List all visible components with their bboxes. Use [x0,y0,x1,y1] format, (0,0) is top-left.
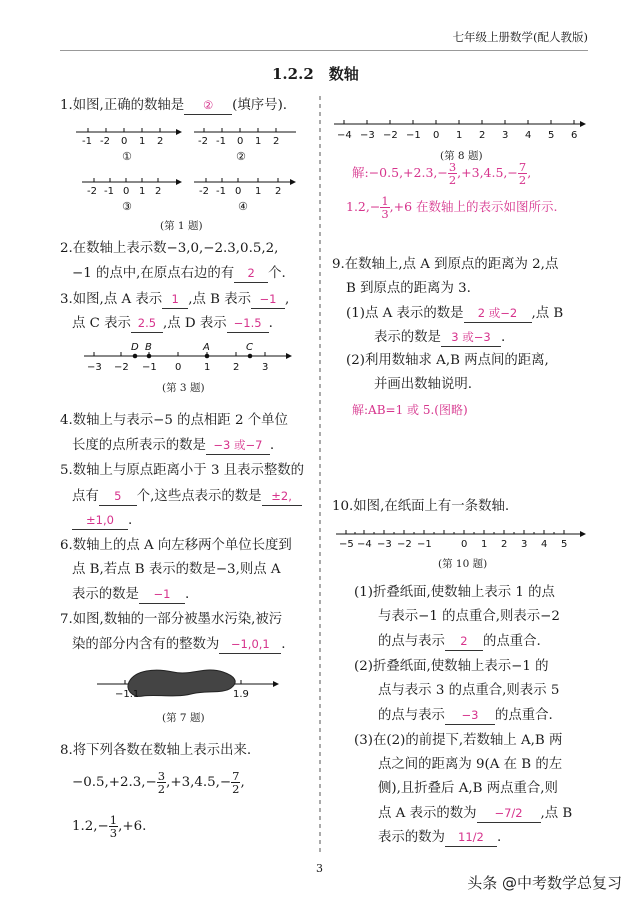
header-rule [60,50,588,51]
q8-tick: 3 [502,130,509,141]
q9-part2b: 并画出数轴说明. [374,377,472,392]
q1-axis2-tick: -1 [216,136,226,147]
q9-line1: 9.在数轴上,点 A 到原点的距离为 2,点 [332,257,559,272]
q1-axis1-tick: -1 [82,136,92,147]
q1-axis2-tick: 1 [255,136,262,147]
q3-point-B: B [145,342,152,353]
q1-axis3-tick: 0 [123,186,130,197]
q3-answer-c: 2.5 [131,314,163,333]
q3-tick: −2 [114,362,129,373]
q10-part3e: 表示的数为 11/2 . [378,830,502,845]
q1-axis1-tick: -2 [100,136,110,147]
q10-tick: 3 [521,539,528,550]
q8-tick: −3 [360,130,375,141]
q8-numbers-1: −0.5,+2.3,− $\frac{3}{2}$ ,+3,4.5,− $\frac{7}{2}$ , [72,769,245,796]
q10-answer-2: −3 [445,706,495,725]
q1-caption: (第 1 题) [160,220,203,232]
q8-tick: 5 [548,130,555,141]
q2-line2: −1 的点中,在原点右边的有 2 个. [72,266,286,281]
q7-line2: 染的部分内含有的整数为 −1,0,1 . [72,637,286,652]
q8-tick: 4 [525,130,532,141]
q8-solution-2: 1.2,− $\frac{1}{3}$ ,+6 在数轴上的表示如图所示. [346,194,558,221]
q3-answer-d: −1.5 [227,314,269,333]
q10-tick: 2 [501,539,508,550]
q2-line1: 2.在数轴上表示数−3,0,−2.3,0.5,2, [60,241,279,256]
q3-tick: 2 [233,362,240,373]
q5-answer-count: 5 [99,487,137,506]
q3-point-D: D [131,342,139,353]
q8-tick: −4 [337,130,352,141]
q7-right-label: 1.9 [233,689,249,700]
q10-tick: −1 [417,539,432,550]
q7-left-label: −1.1 [115,689,140,700]
q1-axis3-tick: 1 [139,186,146,197]
q10-tick: 0 [461,539,468,550]
q10-part3d: 点 A 表示的数为 −7/2 ,点 B [378,806,573,821]
q1-axis1-tick: 1 [139,136,146,147]
source-watermark: 头条 @中考数学总复习 [467,874,622,892]
q6-line1: 6.数轴上的点 A 向左移两个单位长度到 [60,538,292,553]
q1-axis4-tick: -2 [199,186,209,197]
page-number: 3 [316,862,323,875]
q5-line1: 5.数轴上与原点距离小于 3 且表示整数的 [60,463,305,478]
q10-tick: −3 [377,539,392,550]
q3-point-C: C [246,342,253,353]
q3-line2: 点 C 表示 2.5 ,点 D 表示 −1.5 . [72,316,273,331]
q3-answer-b: −1 [251,290,285,309]
q9-part1b: 表示的数是 3 或−3 . [374,330,506,345]
q8-solution-1: 解:−0.5,+2.3,− $\frac{3}{2}$ ,+3,4.5,− $\frac{7}{2}$ , [352,160,532,187]
q6-line2: 点 B,若点 B 表示的数是−3,则点 A [72,562,281,577]
q9-line2: B 到原点的距离为 3. [346,281,471,296]
q10-line1: 10.如图,在纸面上有一条数轴. [332,499,510,514]
q8-numbers-2: 1.2,− $\frac{1}{3}$ ,+6. [72,813,147,840]
q2-answer: 2 [234,264,268,283]
q3-caption: (第 3 题) [162,382,205,394]
q10-tick: 5 [561,539,568,550]
q7-caption: (第 7 题) [162,712,205,724]
q1-axis4-tick: 0 [235,186,242,197]
q1-axis1-tick: 0 [121,136,128,147]
q10-tick: −2 [397,539,412,550]
q6-answer: −1 [139,585,185,604]
q3-line1: 3.如图,点 A 表示 1 ,点 B 表示 −1 , [60,292,290,307]
q9-part1a: (1)点 A 表示的数是 2 或−2 ,点 B [346,306,564,321]
q10-axis [334,524,592,556]
q1-axis4-tick: -1 [216,186,226,197]
q9-part2a: (2)利用数轴求 A,B 两点间的距离, [346,353,549,368]
q3-tick: −1 [142,362,157,373]
q10-tick: −5 [339,539,354,550]
q1-axis3-tick: -1 [104,186,114,197]
q10-tick: 1 [481,539,488,550]
q8-tick: 2 [479,130,486,141]
q10-part2b: 点与表示 3 的点重合,则表示 5 [378,683,560,698]
q9-answer-a: 2 或−2 [464,304,532,323]
q5-line3: ±1,0 . [72,511,132,530]
q3-tick: 1 [204,362,211,373]
q10-answer-3a: −7/2 [477,804,541,823]
q1-text: 1.如图,正确的数轴是 ② (填序号). [60,98,288,113]
q1-axis2-tick: 0 [237,136,244,147]
q1-axis1-tick: 2 [157,136,164,147]
q8-tick: 0 [433,130,440,141]
q4-line1: 4.数轴上与表示−5 的点相距 2 个单位 [60,413,288,428]
q10-answer-3b: 11/2 [445,828,497,847]
q1-axis2-tick: 2 [273,136,280,147]
q3-axis [82,340,297,376]
ink-blot [128,670,235,696]
q4-line2: 长度的点所表示的数是 −3 或−7 . [72,438,275,453]
q1-axis2-tick: -2 [198,136,208,147]
q1-label-3: ③ [122,200,132,213]
q3-tick: 0 [175,362,182,373]
q1-axis3-tick: 2 [155,186,162,197]
q10-caption: (第 10 题) [438,558,488,570]
q10-part2c: 的点与表示 −3 的点重合. [378,708,553,723]
q6-line3: 表示的数是 −1 . [72,587,190,602]
q4-answer: −3 或−7 [206,436,270,455]
q8-tick: −2 [383,130,398,141]
q10-tick: −4 [357,539,372,550]
q10-part1b: 与表示−1 的点重合,则表示−2 [378,609,560,624]
q9-solution: 解:AB=1 或 5.(图略) [352,403,468,417]
q7-answer: −1,0,1 [219,635,281,654]
q8-tick: 6 [571,130,578,141]
q7-line1: 7.如图,数轴的一部分被墨水污染,被污 [60,612,283,627]
q8-tick: 1 [456,130,463,141]
q3-tick: −3 [87,362,102,373]
q10-answer-1: 2 [445,632,483,651]
q1-axis4-tick: 1 [255,186,262,197]
q3-point-A: A [203,342,210,353]
q10-part3b: 点之间的距离为 9(A 在 B 的左 [378,757,563,772]
q9-answer-b: 3 或−3 [441,328,501,347]
q8-line1: 8.将下列各数在数轴上表示出来. [60,743,252,758]
q5-line2: 点有 5 个,这些点表示的数是 ±2, [72,487,302,506]
q10-part3a: (3)在(2)的前提下,若数轴上 A,B 两 [354,733,563,748]
section-title: 1.2.2 数轴 [272,65,359,83]
q1-axis3-tick: -2 [87,186,97,197]
q3-tick: 3 [262,362,269,373]
q5-answer-values-cont: ±1,0 [72,511,128,530]
q10-part1c: 的点与表示 2 的点重合. [378,634,541,649]
book-header: 七年级上册数学(配人教版) [452,30,588,44]
q1-label-1: ① [122,150,132,163]
q1-axes [74,120,304,220]
q1-answer: ② [184,96,232,115]
q10-part2a: (2)折叠纸面,使数轴上表示−1 的 [354,659,549,674]
q10-part1a: (1)折叠纸面,使数轴上表示 1 的点 [354,585,555,600]
q7-figure [95,660,285,702]
q10-part3c: 侧),且折叠后 A,B 两点重合,则 [378,781,558,796]
q8-tick: −1 [406,130,421,141]
q1-label-2: ② [236,150,246,163]
q1-axis4-tick: 2 [275,186,282,197]
q10-tick: 4 [541,539,548,550]
q5-answer-values: ±2, [262,487,302,506]
q1-label-4: ④ [238,200,248,213]
q8-caption: (第 8 题) [440,150,483,162]
column-divider [318,96,322,856]
q8-axis [332,112,592,148]
q3-answer-a: 1 [162,290,188,309]
